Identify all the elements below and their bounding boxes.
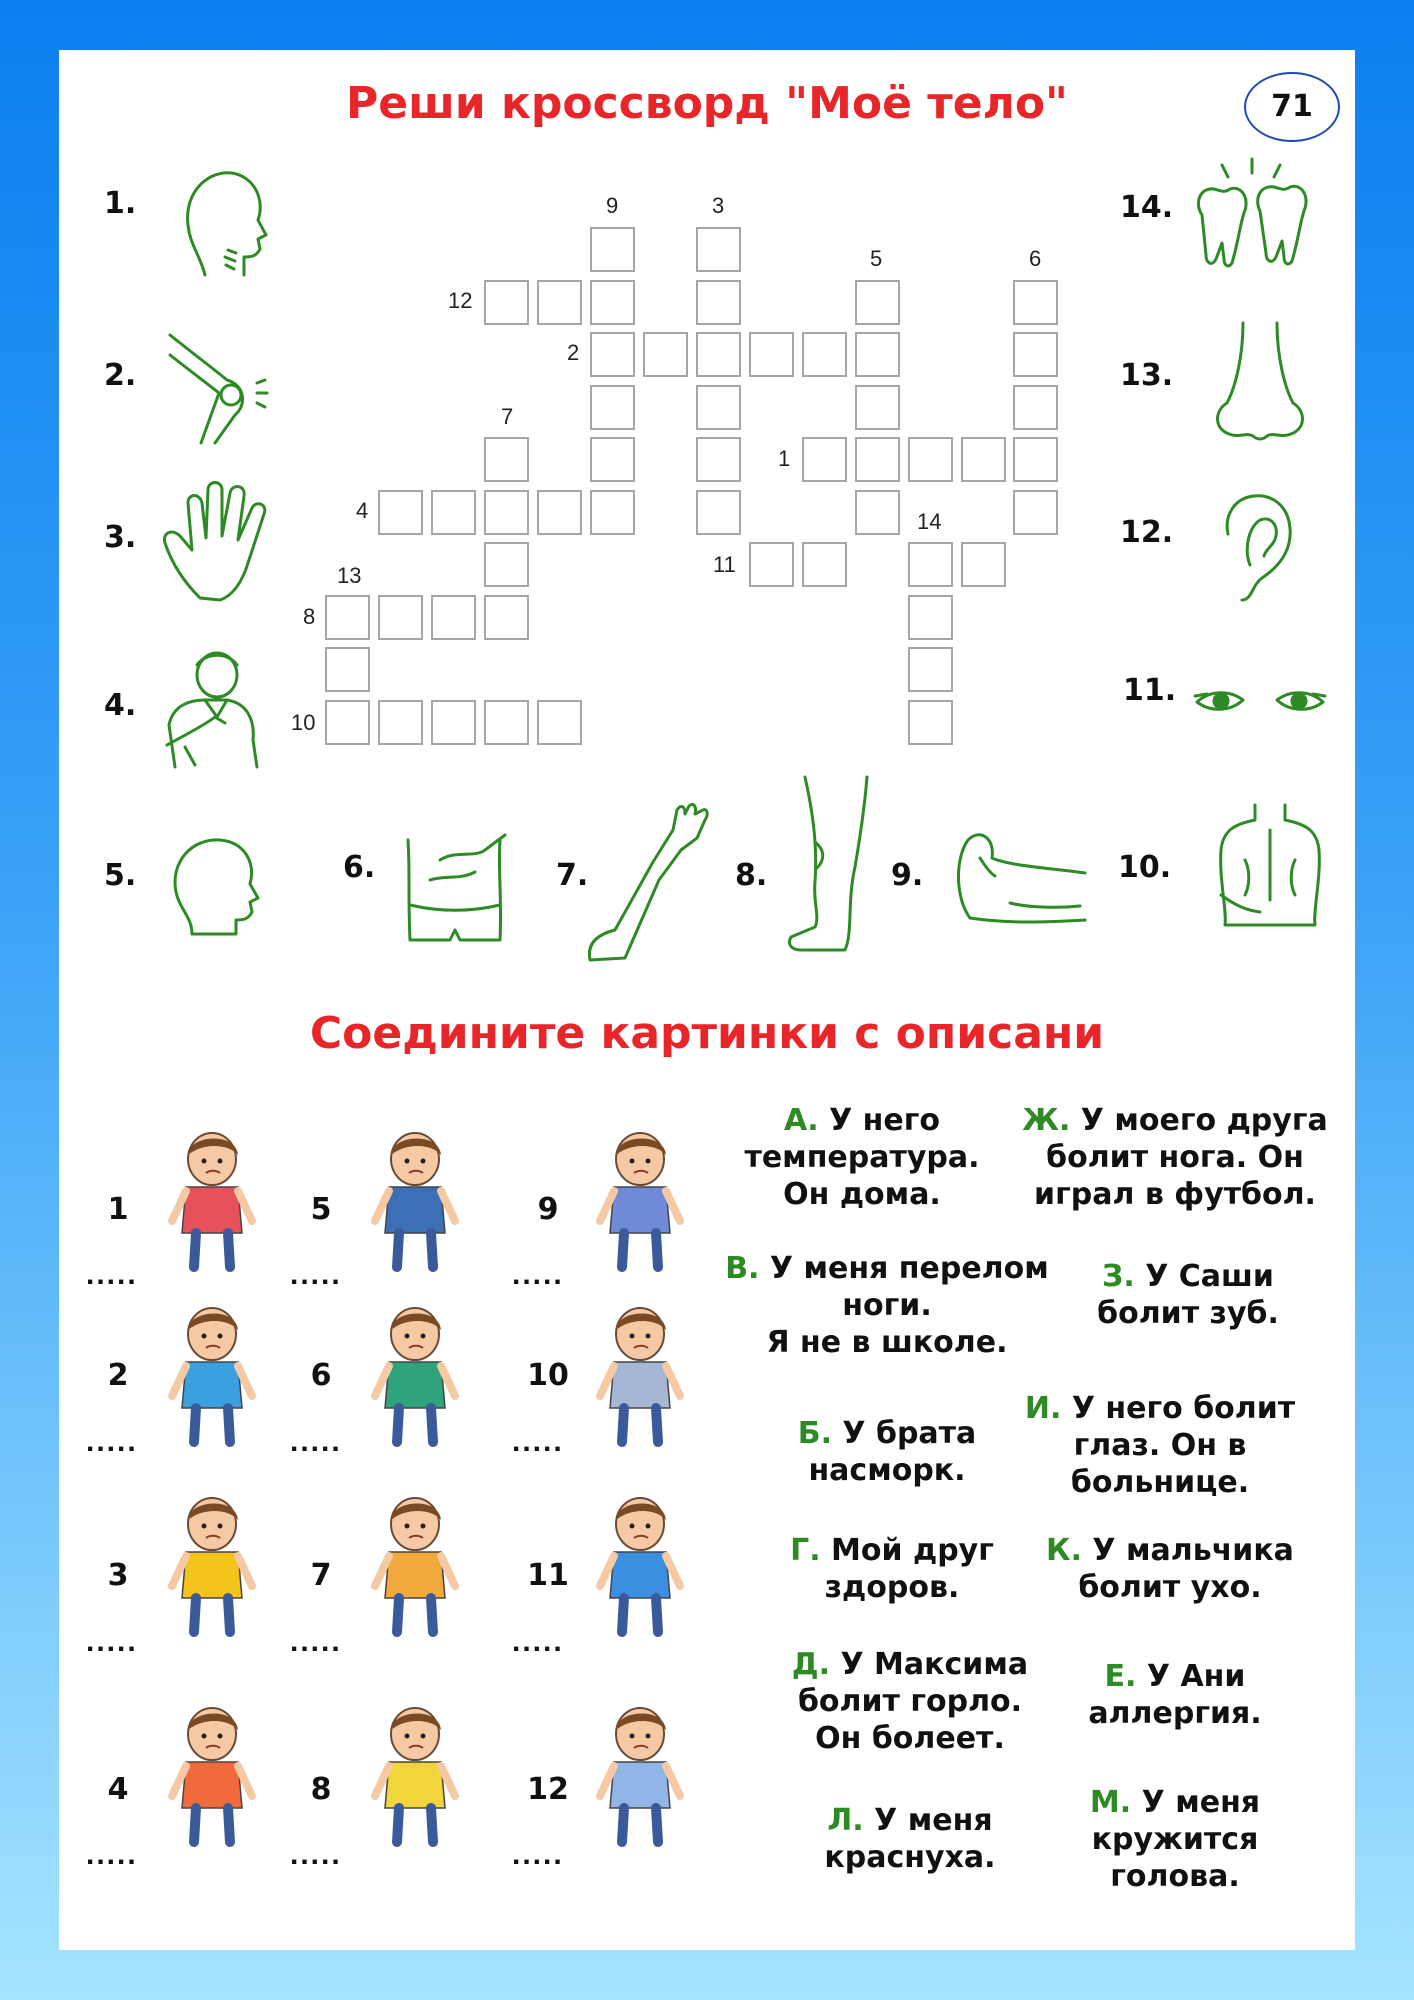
crossword-cell[interactable] xyxy=(431,700,476,745)
clue-number-2: 2. xyxy=(104,358,137,393)
answer-blank-6[interactable]: ..... xyxy=(290,1425,342,1458)
crossword-number-2: 2 xyxy=(567,340,580,365)
crossword-cell[interactable] xyxy=(696,437,741,482)
crossword-cell[interactable] xyxy=(484,700,529,745)
ear-icon xyxy=(1222,490,1297,605)
crossword-cell[interactable] xyxy=(961,542,1006,587)
picture-number-5: 5 xyxy=(310,1192,332,1227)
description-line: здоров. xyxy=(824,1570,960,1605)
picture-number-1: 1 xyxy=(107,1192,129,1227)
crossword-cell[interactable] xyxy=(802,542,847,587)
child-rash-picture xyxy=(590,1490,690,1640)
head-icon xyxy=(162,832,262,937)
happy-child-picture xyxy=(162,1490,262,1640)
description-line: У меня перелом xyxy=(769,1251,1049,1286)
hand-icon xyxy=(160,478,280,603)
clue-number-10: 10. xyxy=(1118,850,1172,885)
crossword-cell[interactable] xyxy=(325,647,370,692)
description-line: У мальчика xyxy=(1092,1533,1294,1568)
crossword-cell[interactable] xyxy=(325,700,370,745)
description-line: болит зуб. xyxy=(1097,1296,1279,1331)
description-g xyxy=(762,1532,1022,1606)
crossword-cell[interactable] xyxy=(590,490,635,535)
page-title: Реши кроссворд "Моё тело" xyxy=(346,78,1068,129)
description-line: болит горло. xyxy=(797,1684,1023,1719)
description-line: кружится xyxy=(1091,1822,1259,1857)
child-runny-nose-picture xyxy=(590,1700,690,1850)
picture-number-6: 6 xyxy=(310,1358,332,1393)
child-broken-leg-picture xyxy=(365,1490,465,1640)
description-letter: К. xyxy=(1046,1533,1082,1568)
crossword-cell[interactable] xyxy=(961,437,1006,482)
description-letter: З. xyxy=(1102,1259,1135,1294)
crossword-number-1: 1 xyxy=(778,446,791,471)
description-a xyxy=(712,1102,1012,1213)
crossword-number-10: 10 xyxy=(291,710,316,735)
crossword-cell[interactable] xyxy=(855,280,900,325)
answer-blank-1[interactable]: ..... xyxy=(86,1258,138,1291)
description-d xyxy=(770,1646,1050,1757)
answer-blank-9[interactable]: ..... xyxy=(512,1258,564,1291)
chest-icon xyxy=(155,645,270,770)
back-icon xyxy=(1215,800,1325,930)
crossword-cell[interactable] xyxy=(431,490,476,535)
crossword-number-4: 4 xyxy=(356,498,369,523)
crossword-cell[interactable] xyxy=(908,595,953,640)
answer-blank-4[interactable]: ..... xyxy=(86,1838,138,1871)
clue-number-14: 14. xyxy=(1120,190,1174,225)
description-line: аллергия. xyxy=(1088,1696,1262,1731)
crossword-number-14: 14 xyxy=(917,509,942,534)
description-line: У моего друга xyxy=(1080,1103,1328,1138)
description-line: играл в футбол. xyxy=(1034,1177,1316,1212)
clue-number-8: 8. xyxy=(735,858,768,893)
doctor-with-child-picture xyxy=(365,1300,465,1450)
description-letter: Б. xyxy=(797,1416,832,1451)
clue-number-6: 6. xyxy=(343,850,376,885)
crossword-cell[interactable] xyxy=(537,490,582,535)
description-letter: А. xyxy=(783,1103,819,1138)
description-line: У Максима xyxy=(840,1647,1029,1682)
crossword-cell[interactable] xyxy=(1013,385,1058,430)
clue-number-11: 11. xyxy=(1123,673,1177,708)
picture-number-2: 2 xyxy=(107,1358,129,1393)
description-e xyxy=(1060,1658,1290,1732)
description-line: Мой друг xyxy=(831,1533,994,1568)
crossword-cell[interactable] xyxy=(378,595,423,640)
picture-number-7: 7 xyxy=(310,1558,332,1593)
description-letter: И. xyxy=(1024,1391,1062,1426)
crossword-cell[interactable] xyxy=(537,280,582,325)
description-line: Он дома. xyxy=(783,1177,941,1212)
child-fever-picture xyxy=(590,1300,690,1450)
description-line: У него xyxy=(829,1103,940,1138)
crossword-cell[interactable] xyxy=(590,437,635,482)
picture-number-8: 8 xyxy=(310,1772,332,1807)
crossword-cell[interactable] xyxy=(908,647,953,692)
arm-icon xyxy=(585,800,715,965)
answer-blank-12[interactable]: ..... xyxy=(512,1838,564,1871)
crossword-cell[interactable] xyxy=(1013,280,1058,325)
description-line: голова. xyxy=(1110,1859,1240,1894)
picture-number-4: 4 xyxy=(107,1772,129,1807)
nose-icon xyxy=(1205,318,1315,443)
description-letter: М. xyxy=(1089,1785,1132,1820)
crossword-cell[interactable] xyxy=(696,332,741,377)
child-toothache-picture xyxy=(162,1700,262,1850)
description-v xyxy=(722,1250,1052,1361)
teeth-icon xyxy=(1192,155,1317,275)
description-line: Он болеет. xyxy=(815,1721,1005,1756)
crossword-cell[interactable] xyxy=(696,490,741,535)
crossword-cell[interactable] xyxy=(749,542,794,587)
crossword-cell[interactable] xyxy=(855,490,900,535)
crossword-cell[interactable] xyxy=(590,280,635,325)
crossword-number-9: 9 xyxy=(606,193,619,218)
answer-blank-2[interactable]: ..... xyxy=(86,1425,138,1458)
description-line: ноги. xyxy=(842,1288,932,1323)
eyes-icon xyxy=(1195,680,1325,720)
crossword-number-7: 7 xyxy=(501,404,514,429)
crossword-cell[interactable] xyxy=(484,595,529,640)
crossword-cell[interactable] xyxy=(378,490,423,535)
crossword-cell[interactable] xyxy=(537,700,582,745)
description-line: насморк. xyxy=(808,1453,966,1488)
clue-number-7: 7. xyxy=(556,858,589,893)
crossword-number-5: 5 xyxy=(870,246,883,271)
crossword-number-13: 13 xyxy=(337,563,362,588)
description-line: У брата xyxy=(842,1416,977,1451)
description-line: болит ухо. xyxy=(1078,1570,1262,1605)
clue-number-1: 1. xyxy=(104,186,137,221)
description-m xyxy=(1060,1784,1290,1895)
description-line: У него болит xyxy=(1071,1391,1296,1426)
crossword-cell[interactable] xyxy=(590,332,635,377)
picture-number-9: 9 xyxy=(537,1192,559,1227)
crossword-cell[interactable] xyxy=(855,332,900,377)
picture-number-3: 3 xyxy=(107,1558,129,1593)
crossword-cell[interactable] xyxy=(484,280,529,325)
crossword-cell[interactable] xyxy=(749,332,794,377)
description-letter: Д. xyxy=(791,1647,831,1682)
description-letter: Г. xyxy=(790,1533,821,1568)
description-letter: Ж. xyxy=(1022,1103,1071,1138)
answer-blank-8[interactable]: ..... xyxy=(290,1838,342,1871)
picture-number-12: 12 xyxy=(527,1772,569,1807)
crossword-number-6: 6 xyxy=(1029,246,1042,271)
description-letter: Е. xyxy=(1104,1659,1137,1694)
throat-icon xyxy=(170,165,270,280)
picture-number-11: 11 xyxy=(527,1558,569,1593)
clue-number-3: 3. xyxy=(104,520,137,555)
description-line: У меня xyxy=(1141,1785,1261,1820)
crossword-cell[interactable] xyxy=(908,542,953,587)
picture-number-10: 10 xyxy=(527,1358,569,1393)
description-i xyxy=(1010,1390,1310,1501)
description-line: глаз. Он в xyxy=(1073,1428,1247,1463)
crossword-number-3: 3 xyxy=(712,193,725,218)
description-zh xyxy=(1010,1102,1340,1213)
crossword-cell[interactable] xyxy=(855,385,900,430)
crossword-cell[interactable] xyxy=(643,332,688,377)
clue-number-13: 13. xyxy=(1120,358,1174,393)
crossword-number-8: 8 xyxy=(303,604,316,629)
crossword-cell[interactable] xyxy=(855,437,900,482)
clue-number-9: 9. xyxy=(891,858,924,893)
elbow-icon xyxy=(950,818,1085,928)
crossword-cell[interactable] xyxy=(590,385,635,430)
crossword-number-11: 11 xyxy=(713,552,736,577)
child-sneezing-picture xyxy=(162,1125,262,1275)
description-line: больнице. xyxy=(1070,1465,1250,1500)
answer-blank-10[interactable]: ..... xyxy=(512,1425,564,1458)
child-coughing-picture xyxy=(162,1300,262,1450)
knee-icon xyxy=(165,325,275,445)
crossword-cell[interactable] xyxy=(802,332,847,377)
crossword-cell[interactable] xyxy=(696,280,741,325)
crossword-cell[interactable] xyxy=(325,595,370,640)
description-line: У Саши xyxy=(1145,1259,1274,1294)
crossword-cell[interactable] xyxy=(1013,437,1058,482)
child-hurt-leg-picture xyxy=(365,1125,465,1275)
crossword-cell[interactable] xyxy=(908,700,953,745)
crossword-cell[interactable] xyxy=(802,437,847,482)
stomach-icon xyxy=(400,820,510,945)
answer-blank-3[interactable]: ..... xyxy=(86,1625,138,1658)
child-dizzy-picture xyxy=(365,1700,465,1850)
crossword-cell[interactable] xyxy=(484,437,529,482)
description-z xyxy=(1058,1258,1318,1332)
description-k xyxy=(1020,1532,1320,1606)
crossword-number-12: 12 xyxy=(448,288,473,313)
crossword-cell[interactable] xyxy=(696,227,741,272)
page-number-badge: 71 xyxy=(1244,72,1340,142)
crossword-cell[interactable] xyxy=(484,490,529,535)
description-line: У меня xyxy=(874,1803,993,1838)
leg-icon xyxy=(785,772,880,957)
crossword-cell[interactable] xyxy=(590,227,635,272)
description-b xyxy=(762,1415,1012,1489)
answer-blank-5[interactable]: ..... xyxy=(290,1258,342,1291)
answer-blank-7[interactable]: ..... xyxy=(290,1625,342,1658)
description-line: температура. xyxy=(744,1140,980,1175)
answer-blank-11[interactable]: ..... xyxy=(512,1625,564,1658)
crossword-cell[interactable] xyxy=(1013,490,1058,535)
description-line: Я не в школе. xyxy=(766,1325,1008,1360)
description-line: У Ани xyxy=(1146,1659,1246,1694)
description-line: болит нога. Он xyxy=(1046,1140,1304,1175)
crossword-cell[interactable] xyxy=(908,437,953,482)
description-line: краснуха. xyxy=(824,1840,996,1875)
clue-number-5: 5. xyxy=(104,858,137,893)
crossword-cell[interactable] xyxy=(431,595,476,640)
description-l xyxy=(795,1802,1025,1876)
section-subtitle: Соедините картинки с описани xyxy=(309,1008,1105,1059)
child-sore-throat-picture xyxy=(590,1125,690,1275)
crossword-cell[interactable] xyxy=(484,542,529,587)
description-letter: В. xyxy=(725,1251,760,1286)
crossword-cell[interactable] xyxy=(696,385,741,430)
crossword-cell[interactable] xyxy=(1013,332,1058,377)
clue-number-12: 12. xyxy=(1120,515,1174,550)
clue-number-4: 4. xyxy=(104,688,137,723)
description-letter: Л. xyxy=(827,1803,864,1838)
crossword-cell[interactable] xyxy=(378,700,423,745)
